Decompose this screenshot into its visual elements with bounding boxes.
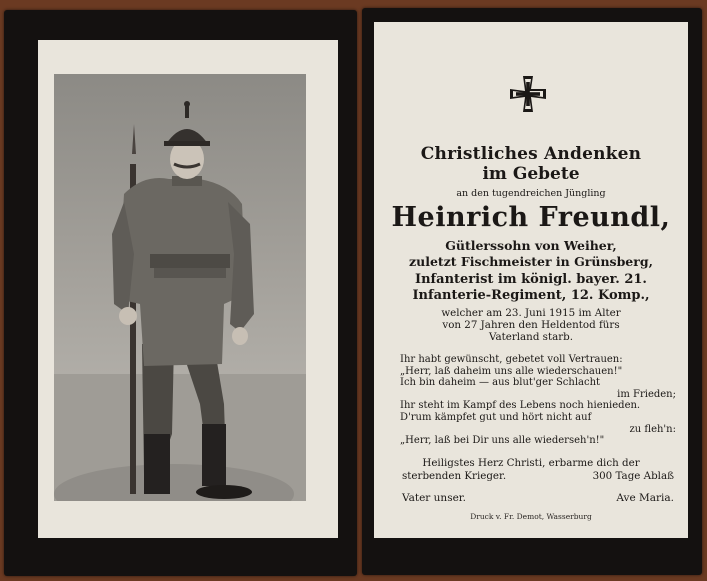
- vater-unser-text: Vater unser.: [402, 492, 466, 504]
- poem-line: „Herr, laß bei Dir uns alle wiederseh'n!": [400, 435, 605, 447]
- occupation-line: zuletzt Fischmeister in Grünsberg,: [409, 254, 653, 269]
- printer-credit: Druck v. Fr. Demot, Wasserburg: [470, 512, 592, 521]
- origin-line: Gütlerssohn von Weiher,: [445, 238, 617, 253]
- ave-maria-text: Ave Maria.: [616, 492, 674, 504]
- poem-line: „Herr, laß daheim uns alle wiederschauen!": [400, 365, 623, 377]
- prayer-line1: Heiligstes Herz Christi, erbarme dich der: [422, 457, 640, 469]
- memorial-text-panel: [374, 22, 688, 538]
- poem-line: zu fleh'n:: [629, 423, 676, 435]
- poem-line: Ich bin daheim — aus blut'ger Schlacht: [400, 377, 601, 389]
- death-line2: von 27 Jahren den Heldentod fürs: [442, 319, 620, 331]
- poem-line: im Frieden;: [617, 388, 676, 400]
- poem-line: Ihr habt gewünscht, gebetet voll Vertrauen:: [400, 354, 623, 365]
- right-card-panel: [362, 8, 702, 575]
- card-title-line1: Christliches Andenken: [420, 144, 642, 164]
- left-card-panel: [4, 10, 357, 576]
- death-line3: Vaterland starb.: [488, 331, 574, 343]
- indulgence-text: 300 Tage Ablaß: [592, 470, 674, 482]
- soldier-portrait-photo: [54, 74, 306, 501]
- poem-line: Ihr steht im Kampf des Lebens noch hienieden.: [400, 400, 641, 412]
- rank-line: Infanterist im königl. bayer. 21.: [415, 272, 647, 287]
- poem-line: D'rum kämpfet gut und hört nicht auf: [400, 411, 592, 423]
- card-title-line2: im Gebete: [482, 164, 580, 184]
- regiment-line: Infanterie-Regiment, 12. Komp.,: [412, 288, 650, 303]
- card-intro: an den tugendreichen Jüngling: [456, 188, 606, 199]
- prayer-line2-left: sterbenden Krieger.: [402, 470, 507, 482]
- deceased-name: Heinrich Freundl,: [391, 202, 671, 233]
- death-line1: welcher am 23. Juni 1915 im Alter: [441, 307, 621, 319]
- prayer-line2: [402, 470, 674, 482]
- photo-mat: [38, 40, 338, 538]
- poem: [400, 354, 676, 447]
- iron-cross-icon: [508, 74, 548, 114]
- closing-prayers: [402, 492, 674, 504]
